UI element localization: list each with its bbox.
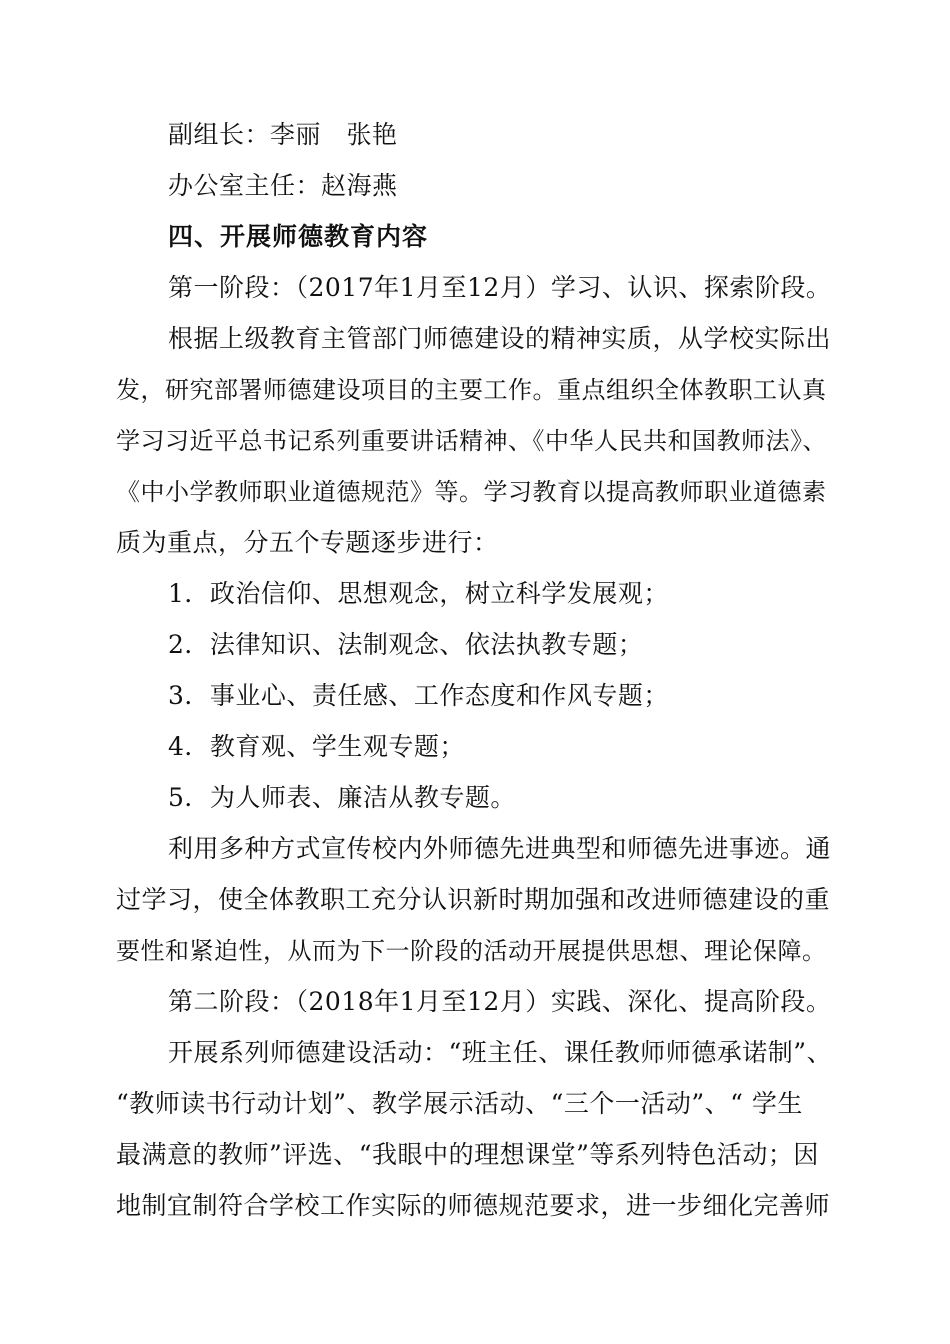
paragraph-line xyxy=(0,421,950,461)
office-director-text: 办公室主任：赵海燕 xyxy=(168,171,398,200)
stage-two-title-line xyxy=(0,982,950,1022)
list-item-3-line xyxy=(0,676,950,716)
paragraph-text: 过学习，使全体教职工充分认识新时期加强和改进师德建设的重 xyxy=(116,885,831,914)
list-item-1-line xyxy=(0,574,950,614)
paragraph-text: 质为重点，分五个专题逐步进行： xyxy=(116,528,499,557)
paragraph-text: “教师读书行动计划”、教学展示活动、“三个一活动”、“ 学生 xyxy=(116,1089,803,1118)
list-item-2: 2．法律知识、法制观念、依法执教专题； xyxy=(168,630,644,659)
paragraph-text: 学习习近平总书记系列重要讲话精神、《中华人民共和国教师法》、 xyxy=(116,427,827,455)
paragraph-line xyxy=(0,1084,950,1124)
paragraph-line xyxy=(0,1135,950,1175)
list-item-4-line xyxy=(0,727,950,767)
deputy-leader-text: 副组长：李丽 张艳 xyxy=(168,120,398,149)
paragraph-line xyxy=(0,931,950,971)
list-item-5-line xyxy=(0,778,950,818)
paragraph-line xyxy=(0,829,950,869)
stage-one-title: 第一阶段：（2017年1月至12月）学习、认识、探索阶段。 xyxy=(168,273,832,302)
paragraph-text: 最满意的教师”评选、“我眼中的理想课堂”等系列特色活动；因 xyxy=(116,1140,819,1169)
section-heading-line xyxy=(0,217,950,257)
paragraph-text: 发，研究部署师德建设项目的主要工作。重点组织全体教职工认真 xyxy=(116,376,827,404)
section-heading: 四、开展师德教育内容 xyxy=(168,222,429,251)
paragraph-text: 《中小学教师职业道德规范》等。学习教育以提高教师职业道德素 xyxy=(116,478,827,506)
list-item-1: 1．政治信仰、思想观念，树立科学发展观； xyxy=(168,579,669,608)
paragraph-line xyxy=(0,880,950,920)
paragraph-line xyxy=(0,1186,950,1226)
deputy-leader-line xyxy=(0,115,950,155)
list-item-4: 4．教育观、学生观专题； xyxy=(168,732,465,761)
paragraph-text: 地制宜制符合学校工作实际的师德规范要求，进一步细化完善师 xyxy=(116,1191,831,1220)
paragraph-text: 要性和紧迫性，从而为下一阶段的活动开展提供思想、理论保障。 xyxy=(116,937,827,965)
stage-one-title-line xyxy=(0,268,950,308)
office-director-line xyxy=(0,166,950,206)
list-item-3: 3．事业心、责任感、工作态度和作风专题； xyxy=(168,681,669,710)
paragraph-line xyxy=(0,1033,950,1073)
paragraph-line xyxy=(0,370,950,410)
paragraph-text: 利用多种方式宣传校内外师德先进典型和师德先进事迹。通 xyxy=(168,834,832,863)
paragraph-line xyxy=(0,472,950,512)
paragraph-line xyxy=(0,523,950,563)
paragraph-text: 开展系列师德建设活动：“班主任、课任教师师德承诺制”、 xyxy=(168,1038,833,1067)
list-item-5: 5．为人师表、廉洁从教专题。 xyxy=(168,783,516,812)
stage-two-title: 第二阶段：（2018年1月至12月）实践、深化、提高阶段。 xyxy=(168,987,832,1016)
list-item-2-line xyxy=(0,625,950,665)
paragraph-line xyxy=(0,319,950,359)
paragraph-text: 根据上级教育主管部门师德建设的精神实质，从学校实际出 xyxy=(168,324,832,353)
